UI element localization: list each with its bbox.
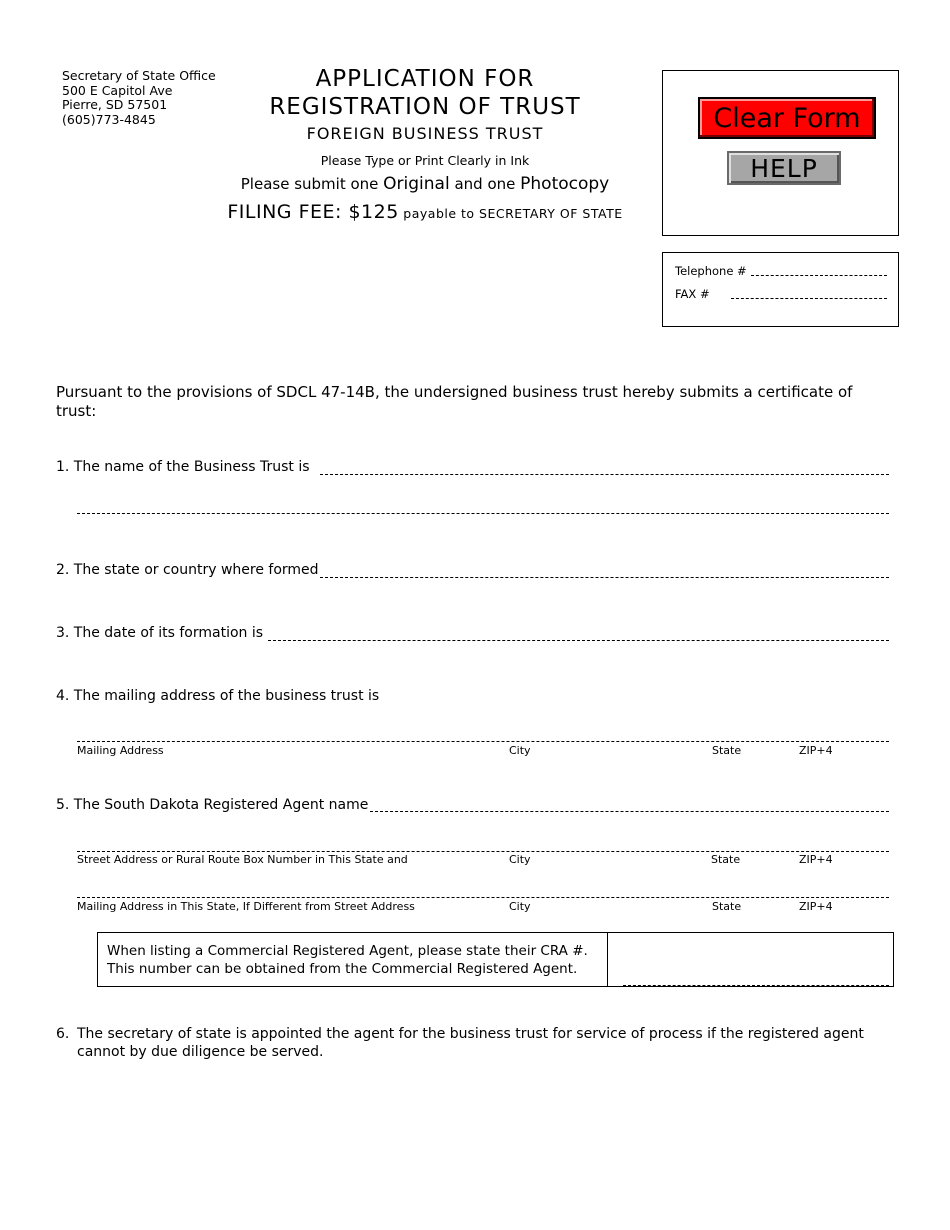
trust-name-field-line2[interactable] bbox=[77, 513, 889, 514]
fax-label: FAX # bbox=[675, 287, 710, 301]
contact-box bbox=[662, 252, 899, 327]
office-line: Secretary of State Office bbox=[62, 68, 216, 83]
agent-mailing-address-field[interactable] bbox=[77, 897, 889, 898]
question-6-text: The secretary of state is appointed the agent for the business trust for service of process if the registered agent cannot by due diligence be served. bbox=[77, 1026, 864, 1060]
office-line: Pierre, SD 57501 bbox=[62, 97, 168, 113]
cra-line2: This number can be obtained from the Commercial Registered Agent. bbox=[107, 961, 578, 977]
state-label: State bbox=[712, 744, 742, 757]
state-label: State bbox=[712, 900, 742, 913]
question-5-label: 5. The South Dakota Registered Agent name bbox=[56, 797, 369, 813]
question-2-label: 2. The state or country where formed bbox=[56, 562, 319, 578]
street-address-label: Street Address or Rural Route Box Number in This State and bbox=[77, 853, 408, 866]
print-instruction: Please Type or Print Clearly in Ink bbox=[320, 153, 530, 168]
fax-field[interactable] bbox=[731, 298, 887, 299]
cra-divider bbox=[607, 933, 608, 986]
office-line: 500 E Capitol Ave bbox=[62, 82, 173, 98]
form-subtitle: FOREIGN BUSINESS TRUST bbox=[306, 124, 544, 143]
telephone-label: Telephone # bbox=[675, 264, 747, 278]
clear-form-button[interactable]: Clear Form bbox=[698, 97, 876, 139]
submit-original: Original bbox=[383, 174, 450, 194]
form-title-line1: APPLICATION FOR bbox=[315, 66, 535, 92]
filing-fee bbox=[220, 201, 630, 223]
mailing-address-label: Mailing Address bbox=[77, 744, 164, 757]
question-3-label: 3. The date of its formation is bbox=[56, 625, 264, 641]
city-label: City bbox=[509, 900, 531, 913]
form-title-line2: REGISTRATION OF TRUST bbox=[269, 94, 581, 120]
city-label: City bbox=[509, 853, 531, 866]
zip-label: ZIP+4 bbox=[799, 744, 833, 757]
state-formed-field[interactable] bbox=[320, 577, 889, 578]
question-4-label: 4. The mailing address of the business trust is bbox=[56, 688, 380, 704]
formation-date-field[interactable] bbox=[268, 640, 889, 641]
cra-number-field[interactable] bbox=[623, 985, 889, 986]
city-label: City bbox=[509, 744, 531, 757]
help-button[interactable]: HELP bbox=[727, 151, 841, 185]
submit-mid: and one bbox=[449, 175, 521, 193]
cra-line1: When listing a Commercial Registered Agent, please state their CRA #. bbox=[107, 943, 588, 959]
fee-payable: payable to SECRETARY OF STATE bbox=[398, 206, 623, 221]
cra-box bbox=[97, 932, 894, 987]
office-line: (605)773-4845 bbox=[62, 111, 156, 127]
cra-instructions bbox=[107, 942, 607, 978]
submit-pre: Please submit one bbox=[240, 175, 384, 193]
zip-label: ZIP+4 bbox=[799, 853, 833, 866]
agent-street-address-field[interactable] bbox=[77, 851, 889, 852]
submit-instruction bbox=[220, 174, 630, 194]
zip-label: ZIP+4 bbox=[799, 900, 833, 913]
question-6 bbox=[56, 1025, 906, 1061]
question-6-number: 6. bbox=[56, 1026, 70, 1042]
fee-label: FILING FEE: $125 bbox=[227, 201, 399, 223]
mailing-in-state-label: Mailing Address in This State, If Different from Street Address bbox=[77, 900, 415, 913]
registered-agent-name-field[interactable] bbox=[370, 811, 889, 812]
state-label: State bbox=[711, 853, 741, 866]
trust-name-field[interactable] bbox=[320, 474, 889, 475]
intro-paragraph: Pursuant to the provisions of SDCL 47-14B, the undersigned business trust hereby submits a certificate of trust: bbox=[56, 383, 853, 420]
telephone-field[interactable] bbox=[751, 275, 887, 276]
mailing-address-field[interactable] bbox=[77, 741, 889, 742]
question-1-label: 1. The name of the Business Trust is bbox=[56, 459, 310, 475]
office-address bbox=[62, 69, 216, 127]
submit-photocopy: Photocopy bbox=[520, 174, 610, 194]
button-panel bbox=[662, 70, 899, 236]
